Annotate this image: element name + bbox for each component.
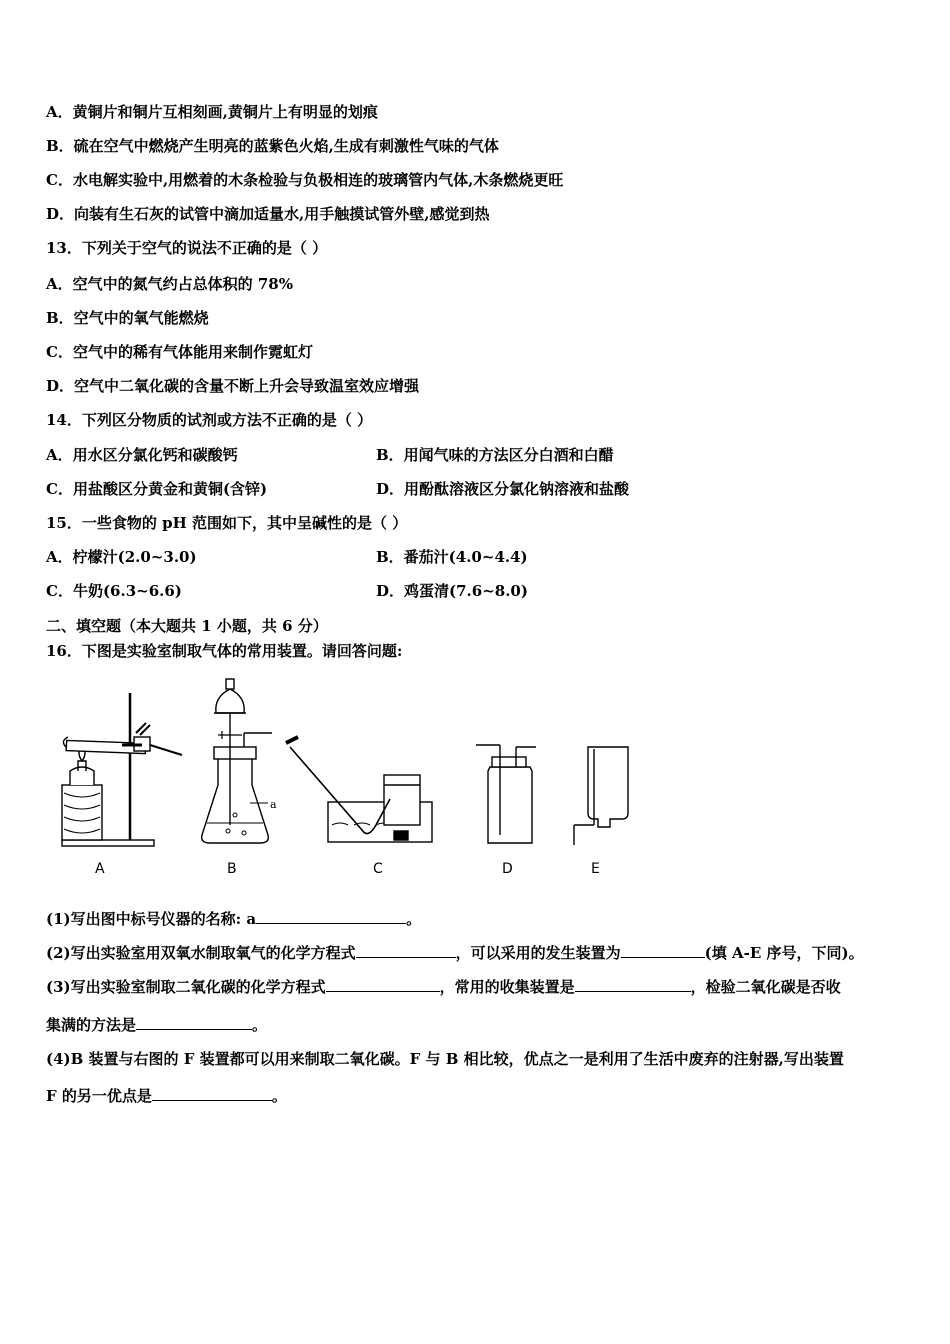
q13-option-a: A．空气中的氮气约占总体积的 78% [46,275,293,293]
figure-label-d: D [502,861,513,877]
q16-part1-text: (1)写出图中标号仪器的名称: a [46,910,257,928]
q15-option-a: A．柠檬汁(2.0~3.0) [46,548,197,566]
answer-blank-2[interactable] [356,943,456,958]
q14-option-a: A．用水区分氯化钙和碳酸钙 [46,446,238,464]
apparatus-e [574,747,628,845]
q13-option-b: B．空气中的氧气能燃烧 [46,309,209,327]
q13-option-d: D．空气中二氧化碳的含量不断上升会导致温室效应增强 [46,377,420,395]
q13-stem: 13．下列关于空气的说法不正确的是（ ） [46,239,328,257]
q15-option-b: B．番茄汁(4.0~4.4) [376,548,528,566]
q16-part4-cont [46,1086,287,1106]
figure-label-c: C [373,861,383,877]
q13-option-c: C．空气中的稀有气体能用来制作霓虹灯 [46,343,313,361]
q12-option-d: D．向装有生石灰的试管中滴加适量水,用手触摸试管外壁,感觉到热 [46,205,490,223]
q16-part4: (4)B 装置与右图的 F 装置都可以用来制取二氧化碳。F 与 B 相比较，优点之一是利用了生活中废弃的注射器,写出装置 [46,1050,844,1068]
apparatus-a [62,693,182,846]
q16-part1 [46,909,421,929]
q14-option-c: C．用盐酸区分黄金和黄铜(含锌) [46,480,268,498]
q14-option-b: B．用闻气味的方法区分白酒和白醋 [376,446,614,464]
q16-part3b-text: 集满的方法是 [46,1016,137,1034]
q14-stem: 14．下列区分物质的试剂或方法不正确的是（ ） [46,411,373,429]
apparatus-figure [50,675,650,880]
section-heading: 二、填空题（本大题共 1 小题，共 6 分） [46,617,328,635]
q16-part4b-end: 。 [271,1087,287,1105]
q12-option-b: B．硫在空气中燃烧产生明亮的蓝紫色火焰,生成有刺激性气味的气体 [46,137,499,155]
answer-blank-1[interactable] [256,909,406,924]
q12-option-c: C．水电解实验中,用燃着的木条检验与负极相连的玻璃管内气体,木条燃烧更旺 [46,171,564,189]
q15-option-c: C．牛奶(6.3~6.6) [46,582,182,600]
q16-part3-middle: ，常用的收集装置是 [439,978,575,996]
q12-option-a: A．黄铜片和铜片互相刻画,黄铜片上有明显的划痕 [46,103,378,121]
apparatus-d [476,745,536,843]
answer-blank-3[interactable] [621,943,705,958]
figure-labels [95,861,600,877]
answer-blank-7[interactable] [152,1086,272,1101]
answer-blank-6[interactable] [136,1015,252,1030]
figure-label-b: B [227,861,237,877]
q16-part2 [46,943,864,963]
instrument-label-a: a [270,798,277,811]
q15-stem: 15．一些食物的 pH 范围如下，其中呈碱性的是（ ） [46,514,408,532]
apparatus-b [202,679,277,843]
figure-label-e: E [591,861,600,877]
apparatus-c [286,737,432,842]
answer-blank-5[interactable] [575,977,691,992]
q16-part4b-text: F 的另一优点是 [46,1087,152,1105]
q16-part2-middle: ，可以采用的发生装置为 [455,944,621,962]
q16-part2-end: (填 A-E 序号，下同)。 [704,944,864,962]
q16-part3 [46,977,841,997]
q16-part3b-end: 。 [252,1016,268,1034]
q14-option-d: D．用酚酞溶液区分氯化钠溶液和盐酸 [376,480,630,498]
q16-part3-text: (3)写出实验室制取二氧化碳的化学方程式 [46,978,326,996]
answer-blank-4[interactable] [326,977,440,992]
q16-part3-cont [46,1015,267,1035]
q16-part2-text: (2)写出实验室用双氧水制取氧气的化学方程式 [46,944,356,962]
q16-stem: 16．下图是实验室制取气体的常用装置。请回答问题: [46,642,403,660]
q16-part3-end: ，检验二氧化碳是否收 [690,978,841,996]
figure-label-a: A [95,861,105,877]
q15-option-d: D．鸡蛋清(7.6~8.0) [376,582,528,600]
q16-part1-end: 。 [406,910,422,928]
